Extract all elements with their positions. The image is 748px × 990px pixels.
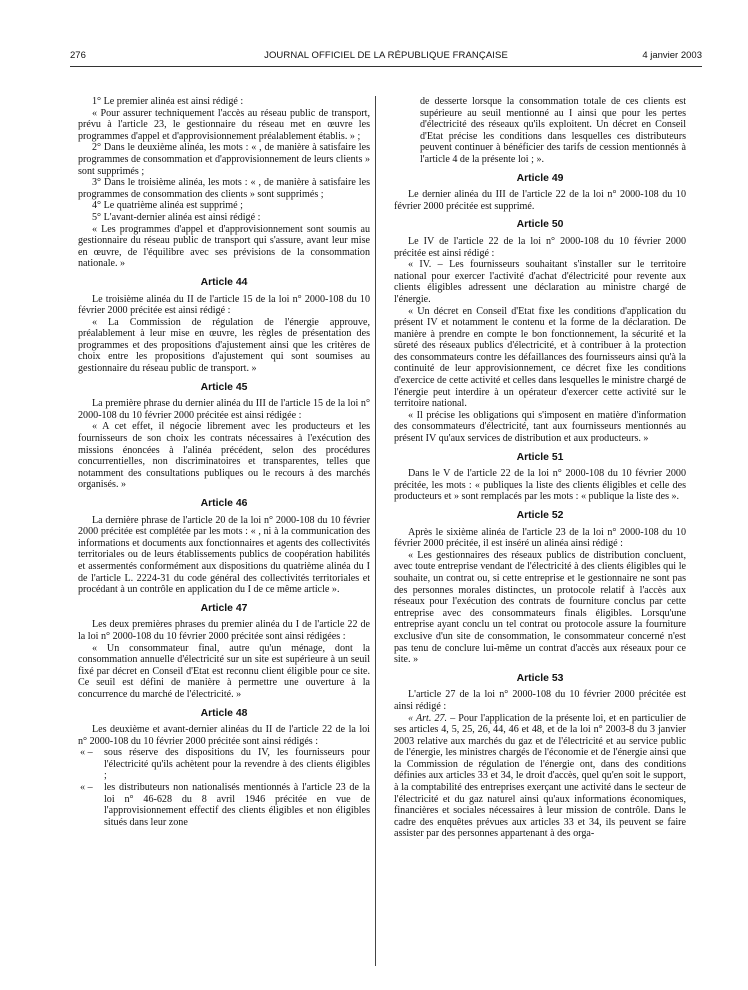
paragraph-text: – Pour l'application de la présente loi, et en particulier de ses articles 4, 5, 25, 26, 44, 46 et 48, et de la loi n° 2003-8 du 3 janvier 2003 relative aux marchés du gaz et de l'électricité et au service public de l'énergie, les ministres chargés de l'économie et de l'énergie ainsi que la Commission de régulation de l'énergie ont, dans des conditions définies aux articles 33 et 34, le droit d'accès, quel qu'en soit le support, à la comptabilité des entreprises exerçant une activité dans le secteur de l'électricité et du gaz naturel ainsi qu'aux informations économiques, financières et sociales nécessaires à leur mission de contrôle. Dans le cadre des enquêtes prévues aux articles 33 et 34, ils peuvent se faire assister par des personnes appartenant à des orga- bbox=[394, 712, 686, 840]
article-heading: Article 51 bbox=[516, 451, 564, 463]
paragraph: « Pour assurer techniquement l'accès au réseau public de transport, prévu à l'article 23, le gestionnaire du réseau met en œuvre les programmes d'appel et d'approvisionnement préalablement établis. » ; bbox=[78, 107, 370, 142]
paragraph: « Les programmes d'appel et d'approvisionnement sont soumis au gestionnaire du réseau public de transport qui s'assure, avant leur mise en œuvre, de l'équilibre avec ses prévisions de la consommation nationale. » bbox=[78, 223, 370, 270]
paragraph: « Il précise les obligations qui s'imposent en matière d'information des consommateurs d'électricité, tant aux fournisseurs mentionnés au présent IV qu'aux services de distribution et aux producteurs. » bbox=[394, 409, 686, 445]
paragraph: L'article 27 de la loi n° 2000-108 du 10 février 2000 précitée est ainsi rédigé : bbox=[394, 689, 686, 712]
article-heading: Article 45 bbox=[200, 381, 248, 393]
paragraph: « La Commission de régulation de l'énergie approuve, préalablement à leur mise en œuvre, les règles de présentation des programmes et des propositions d'ajustement ainsi que les critères de choix entre les propositions d'ajustement qui sont soumises au gestionnaire du réseau public de transport. » bbox=[78, 316, 370, 375]
paragraph: 4° Le quatrième alinéa est supprimé ; bbox=[92, 200, 243, 212]
paragraph: Les deuxième et avant-dernier alinéas du II de l'article 22 de la loi n° 2000-108 du 10 février 2000 précitée sont ainsi rédigés : bbox=[78, 724, 370, 747]
journal-title: JOURNAL OFFICIEL DE LA RÉPUBLIQUE FRANÇAISE bbox=[264, 50, 508, 61]
article-heading: Article 46 bbox=[200, 498, 248, 509]
article-heading: Article 52 bbox=[516, 510, 564, 521]
column-divider bbox=[375, 96, 376, 966]
list-item-text: de desserte lorsque la consommation totale de ces clients est supérieure au seuil mentionné au I ainsi que pour les pertes d'électricité des réseaux qu'ils exploitent. Un décret en Conseil d'Etat précise les conditions dans lesquelles ces distributeurs peuvent continuer à bénéficier des tarifs de cession mentionnés à l'article 4 de la présente loi ; ». bbox=[420, 96, 686, 165]
paragraph: 5° L'avant-dernier alinéa est ainsi rédigé : bbox=[92, 211, 261, 223]
page-header bbox=[70, 50, 702, 66]
paragraph: Le dernier alinéa du III de l'article 22 de la loi n° 2000-108 du 10 février 2000 précitée est supprimé. bbox=[394, 189, 686, 212]
issue-date: 4 janvier 2003 bbox=[642, 50, 702, 61]
paragraph: La première phrase du dernier alinéa du III de l'article 15 de la loi n° 2000-108 du 10 février 2000 précitée est ainsi rédigée : bbox=[78, 398, 370, 421]
paragraph: « IV. – Les fournisseurs souhaitant s'installer sur le territoire national pour exercer l'activité d'achat d'électricité pour revente aux clients éligibles adressent une déclaration au ministre chargé de l'énergie. bbox=[394, 259, 686, 305]
article-heading: Article 50 bbox=[516, 219, 564, 231]
list-item bbox=[78, 747, 370, 782]
paragraph: Après le sixième alinéa de l'article 23 de la loi n° 2000-108 du 10 février 2000 précitée, il est inséré un alinéa ainsi rédigé : bbox=[394, 526, 686, 550]
header-rule bbox=[70, 66, 702, 67]
paragraph: Les deux premières phrases du premier alinéa du I de l'article 22 de la loi n° 2000-108 du 10 février 2000 précitée sont ainsi rédigées : bbox=[78, 619, 370, 642]
paragraph: Dans le V de l'article 22 de la loi n° 2000-108 du 10 février 2000 précitée, les mots : « publiques la liste des clients éligibles et celle des producteurs et » sont remplacés par les mots : « publique la liste des ». bbox=[394, 468, 686, 503]
list-item bbox=[78, 782, 370, 828]
list-dash: « – bbox=[80, 747, 93, 759]
paragraph: 1° Le premier alinéa est ainsi rédigé : bbox=[92, 96, 244, 107]
paragraph: Le troisième alinéa du II de l'article 15 de la loi n° 2000-108 du 10 février 2000 précitée est ainsi rédigé : bbox=[78, 293, 370, 317]
article-heading: Article 44 bbox=[200, 276, 248, 288]
list-dash: « – bbox=[80, 782, 93, 794]
paragraph: La dernière phrase de l'article 20 de la loi n° 2000-108 du 10 février 2000 précitée est complétée par les mots : « , ni à la communication des informations et documents aux fonctionnaires et agents des collectivités territoriales ou de leurs établissements publics de coopération habilités et assermentés conformément aux dispositions du quatrième alinéa du I de l'article L. 2224-31 du code général des collectivités territoriales et procédant à un contrôle en application du I de ce même article ». bbox=[78, 514, 370, 596]
list-item-text: sous réserve des dispositions du IV, les fournisseurs pour l'électricité qu'ils achètent pour la revendre à des clients éligibles ; bbox=[104, 747, 370, 782]
paragraph: 3° Dans le troisième alinéa, les mots : « , de manière à satisfaire les programmes de consommation des clients » sont supprimés ; bbox=[78, 177, 370, 200]
left-column bbox=[78, 96, 370, 828]
list-item-text: les distributeurs non nationalisés mentionnés à l'article 23 de la loi n° 46-628 du 8 avril 1946 précitée en vue de l'approvisionnement effectif des clients éligibles et non éligibles situés dans leur zone bbox=[104, 782, 370, 828]
article-heading: Article 49 bbox=[516, 172, 564, 184]
paragraph: 2° Dans le deuxième alinéa, les mots : « , de manière à satisfaire les programmes de consommation et d'approvisionnement de leurs clients » sont supprimés ; bbox=[78, 142, 370, 177]
paragraph: « A cet effet, il négocie librement avec les producteurs et les fournisseurs de son choix les contrats nécessaires à l'exécution des missions énoncées à l'alinéa précédent, selon des procédures concurrentielles, non discriminatoires et transparentes, telles que notamment des consultations publiques ou le recours à des marchés organisés. » bbox=[78, 421, 370, 491]
paragraph: « Un décret en Conseil d'Etat fixe les conditions d'application du présent IV et notamment le contenu et la forme de la déclaration. De manière à prendre en compte le bon fonctionnement, la sécurité et la sûreté des réseaux publics d'électricité, et à contribuer à la protection des consommateurs contre les défaillances des fournisseurs ainsi qu'à la continuité de leur approvisionnement, ce décret fixe les conditions d'exercice de cette activité et celles dans lesquelles le ministre chargé de l'énergie peut interdire à un opérateur d'exercer cette activité sur le territoire national. bbox=[394, 305, 686, 410]
right-column bbox=[394, 96, 686, 840]
article-heading: Article 53 bbox=[516, 672, 564, 684]
paragraph bbox=[394, 713, 686, 841]
article-heading: Article 48 bbox=[200, 707, 248, 719]
page-number: 276 bbox=[70, 50, 86, 61]
article-reference: « Art. 27. bbox=[408, 712, 448, 724]
paragraph: « Les gestionnaires des réseaux publics de distribution concluent, avec toute entreprise vendant de l'électricité à des clients éligibles qui le souhaite, un contrat ou, si cette entreprise et le gestionnaire ne sont pas des personnes morales distinctes, un protocole relatif à l'accès aux réseaux pour l'exécution des contrats de fourniture conclus par cette entreprise avec des consommateurs finals éligibles. Lorsqu'une entreprise ayant conclu un tel contrat ou protocole assure la fourniture exclusive d'un site de consommation, le consommateur concerné n'est pas tenu de conclure lui-même un contrat d'accès aux réseaux pour ce site. » bbox=[394, 549, 686, 666]
paragraph: Le IV de l'article 22 de la loi n° 2000-108 du 10 février 2000 précitée est ainsi rédigé : bbox=[394, 235, 686, 259]
paragraph-continuation bbox=[394, 96, 686, 166]
article-heading: Article 47 bbox=[200, 602, 248, 614]
paragraph: « Un consommateur final, autre qu'un ménage, dont la consommation annuelle d'électricité sur un site est supérieure à un seuil fixé par décret en Conseil d'Etat est reconnu client éligible pour ce site. Ce seuil est défini de manière à permettre une ouverture à la concurrence du marché de l'électricité. » bbox=[78, 642, 370, 700]
